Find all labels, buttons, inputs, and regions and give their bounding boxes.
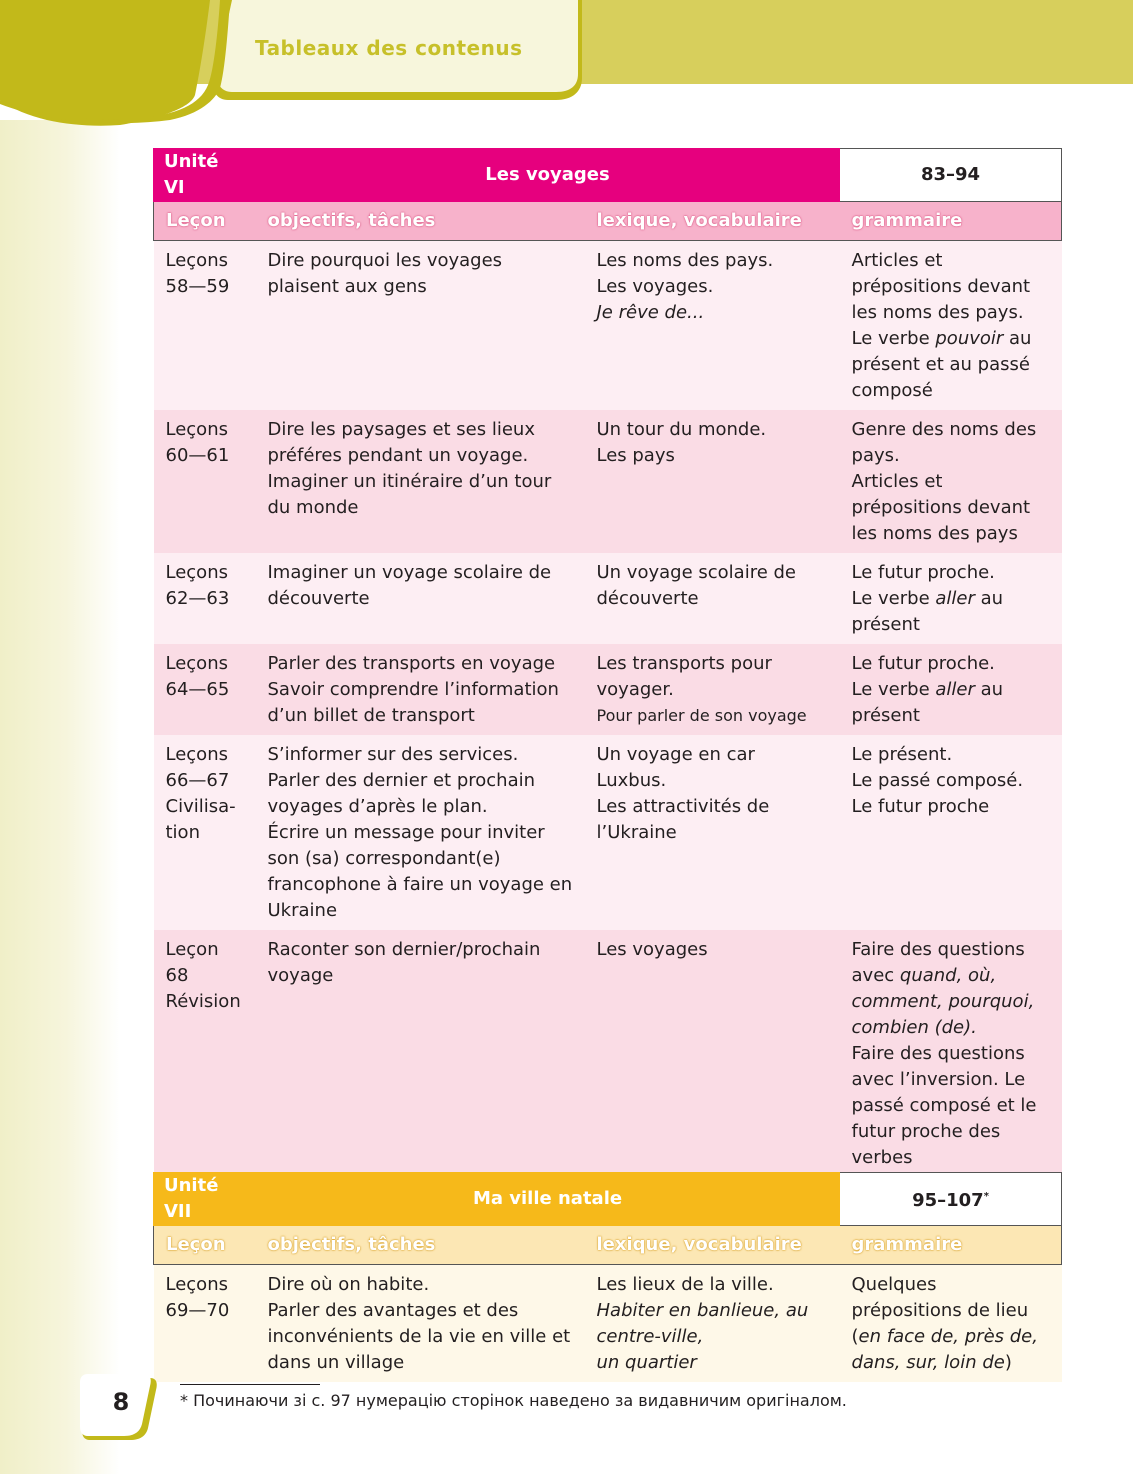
table-row [154, 1265, 1062, 1383]
lexique-cell: Un tour du monde. Les pays [585, 410, 840, 553]
objectifs-cell: Imaginer un voyage scolaire de découverte [256, 553, 585, 644]
table-row [154, 410, 1062, 553]
unit7-column-headers [154, 1226, 1062, 1265]
unit6-title-row [154, 149, 1062, 202]
unit7-table [153, 1172, 1062, 1382]
objectifs-cell: Parler des transports en voyage Savoir comprendre l’information d’un billet de transport [256, 644, 585, 735]
grammaire-cell: Genre des noms des pays. Articles et prépositions devant les noms des pays [840, 410, 1062, 553]
footnote-mark: * [983, 1191, 989, 1202]
unit7-title-row [154, 1173, 1062, 1226]
lecon-cell: Leçons 62—63 [154, 553, 256, 644]
header-grammaire: grammaire [840, 202, 1062, 241]
unit6-column-headers [154, 202, 1062, 241]
objectifs-cell: Dire les paysages et ses lieux préféres pendant un voyage. Imaginer un itinéraire d’un tour du monde [256, 410, 585, 553]
lecon-cell: Leçons 66—67 Civilisa- tion [154, 735, 256, 930]
page-number: 8 [112, 1388, 130, 1416]
unit7-pages: 95–107* [840, 1173, 1062, 1226]
footnote: * Починаючи зі с. 97 нумерацію сторінок наведено за видавничим оригіналом. [180, 1391, 847, 1410]
left-margin-strip [0, 120, 120, 1474]
objectifs-cell: Dire où on habite. Parler des avantages et des inconvénients de la vie en ville et dans un village [256, 1265, 585, 1383]
lecon-cell: Leçons 60—61 [154, 410, 256, 553]
lecon-cell: Leçons 64—65 [154, 644, 256, 735]
grammaire-cell: Articles et prépositions devant les noms des pays. Le verbe pouvoir au présent et au passé composé [840, 241, 1062, 411]
grammaire-cell: Le présent. Le passé composé. Le futur proche [840, 735, 1062, 930]
lexique-cell: Les transports pour voyager. Pour parler de son voyage [585, 644, 840, 735]
header-decoration [0, 0, 1133, 135]
grammaire-cell: Quelques prépositions de lieu (en face de, près de, dans, sur, loin de) [840, 1265, 1062, 1383]
header-lexique: lexique, vocabulaire [585, 202, 840, 241]
grammaire-cell: Le futur proche. Le verbe aller au présent [840, 644, 1062, 735]
unit7-label: Unité VII [154, 1173, 256, 1226]
lecon-cell: Leçon 68 Révision [154, 930, 256, 1177]
objectifs-cell: Raconter son dernier/prochain voyage [256, 930, 585, 1177]
table-row [154, 241, 1062, 411]
lexique-cell: Les lieux de la ville. Habiter en banlieue, au centre-ville, un quartier [585, 1265, 840, 1383]
grammaire-cell: Faire des questions avec quand, où, comment, pourquoi, combien (de). Faire des questions avec l’inversion. Le passé composé et le futur proche des verbes [840, 930, 1062, 1177]
lexique-cell: Un voyage scolaire de découverte [585, 553, 840, 644]
unit6-pages: 83–94 [840, 149, 1062, 202]
lexique-cell: Un voyage en car Luxbus. Les attractivités de l’Ukraine [585, 735, 840, 930]
header-objectifs: objectifs, tâches [256, 1226, 585, 1265]
lexique-cell: Les noms des pays. Les voyages. Je rêve de... [585, 241, 840, 411]
table-row [154, 930, 1062, 1177]
header-lexique: lexique, vocabulaire [585, 1226, 840, 1265]
header-lecon: Leçon [154, 202, 256, 241]
objectifs-cell: Dire pourquoi les voyages plaisent aux gens [256, 241, 585, 411]
footnote-divider [180, 1384, 320, 1385]
header-grammaire: grammaire [840, 1226, 1062, 1265]
unit7-name: Ma ville natale [256, 1173, 840, 1226]
lecon-cell: Leçons 69—70 [154, 1265, 256, 1383]
header-objectifs: objectifs, tâches [256, 202, 585, 241]
table-row [154, 644, 1062, 735]
lecon-cell: Leçons 58—59 [154, 241, 256, 411]
unit6-label: Unité VI [154, 149, 256, 202]
unit6-table [153, 148, 1062, 1177]
lexique-cell: Les voyages [585, 930, 840, 1177]
unit6-name: Les voyages [256, 149, 840, 202]
page-header-title: Tableaux des contenus [255, 36, 523, 60]
header-lecon: Leçon [154, 1226, 256, 1265]
objectifs-cell: S’informer sur des services. Parler des dernier et prochain voyages d’après le plan. Écrire un message pour inviter son (sa) correspondant(e) francophone à faire un voyage en Ukraine [256, 735, 585, 930]
table-row [154, 553, 1062, 644]
table-row [154, 735, 1062, 930]
grammaire-cell: Le futur proche. Le verbe aller au présent [840, 553, 1062, 644]
